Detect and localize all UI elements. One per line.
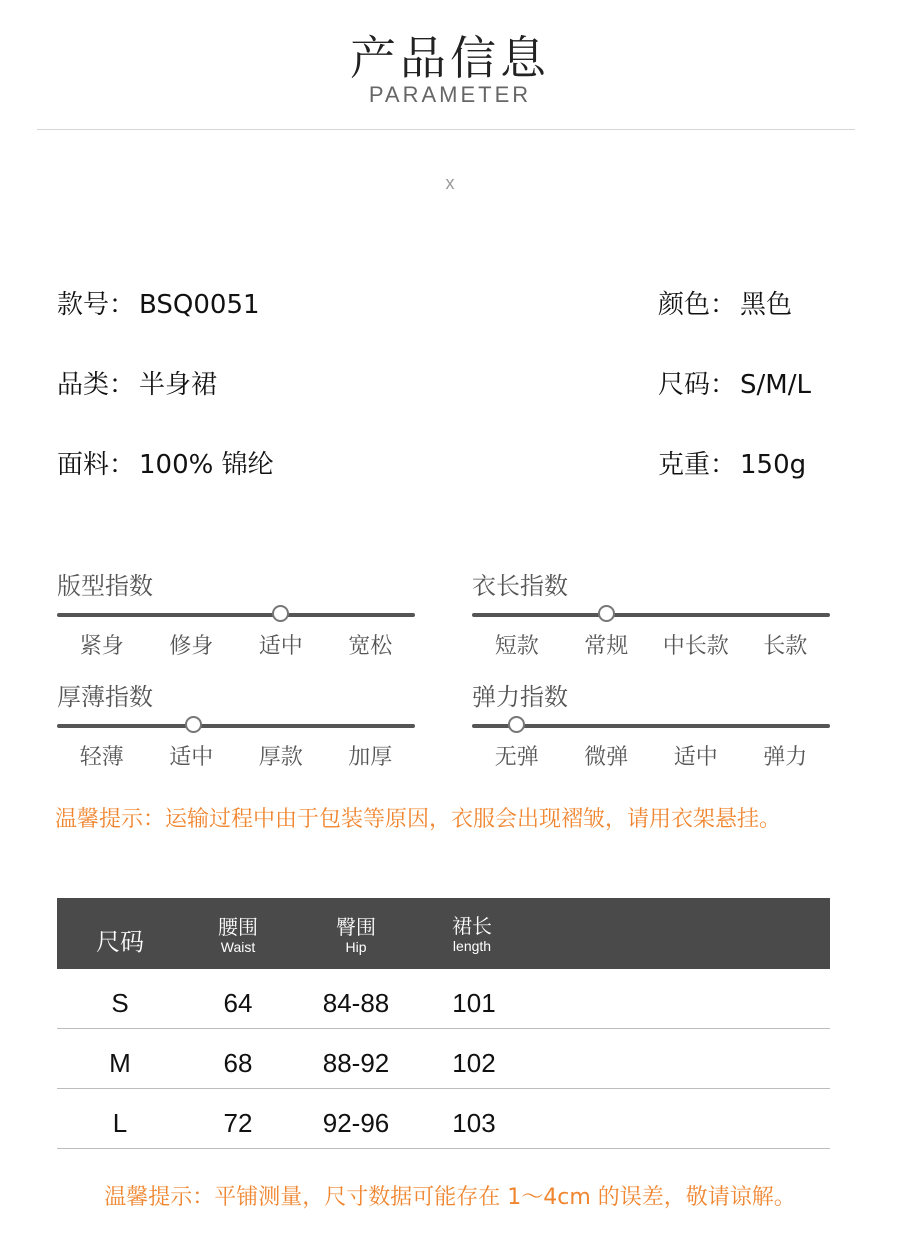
header-divider [37, 129, 855, 130]
scale-option: 宽松 [348, 634, 393, 659]
header-hip-en: Hip [345, 939, 367, 955]
cell-hip: 92-96 [322, 1108, 390, 1138]
scale-option: 适中 [169, 745, 214, 770]
info-label: 面料： [57, 450, 136, 480]
page-subtitle: PARAMETER [368, 82, 532, 107]
info-value: 黑色 [740, 290, 793, 320]
cell-waist: 64 [223, 988, 253, 1018]
info-value: S/M/L [740, 370, 811, 400]
elasticity-index [472, 677, 830, 771]
scale-option: 轻薄 [79, 745, 124, 770]
scale-option: 适中 [673, 745, 718, 770]
scale-option: 弹力 [763, 745, 808, 770]
size-table [57, 898, 830, 1149]
header-waist-cn: 腰围 [218, 915, 258, 939]
scale-option: 常规 [584, 634, 629, 659]
thickness-index-track [57, 724, 415, 728]
elasticity-index-knob [508, 716, 525, 733]
info-fabric [57, 444, 274, 481]
fit-index [57, 566, 415, 660]
cell-hip: 88-92 [322, 1048, 390, 1078]
cell-length: 102 [452, 1048, 496, 1078]
info-color [658, 284, 792, 321]
scale-option: 修身 [169, 634, 214, 659]
length-index-knob [598, 605, 615, 622]
info-label: 克重： [658, 450, 737, 480]
info-category [57, 364, 217, 401]
fit-index-options [57, 629, 415, 660]
info-label: 尺码： [658, 370, 737, 400]
info-value: BSQ0051 [139, 290, 260, 320]
info-label: 颜色： [658, 290, 737, 320]
scale-option: 适中 [258, 634, 303, 659]
info-size [658, 364, 811, 401]
info-value: 100% 锦纶 [139, 450, 274, 480]
table-row [57, 1029, 830, 1089]
info-style-number [57, 284, 260, 321]
thickness-index [57, 677, 415, 771]
scale-option: 长款 [763, 634, 808, 659]
elasticity-index-options [472, 740, 830, 771]
header-size [62, 928, 178, 956]
scale-option: 加厚 [348, 745, 393, 770]
table-row [57, 969, 830, 1029]
header-waist [183, 916, 293, 956]
length-index-options [472, 629, 830, 660]
header-size-label: 尺码 [96, 928, 144, 956]
divider-mark: x [445, 173, 455, 193]
elasticity-index-track [472, 724, 830, 728]
cell-length: 103 [452, 1108, 496, 1138]
length-index [472, 566, 830, 660]
header-length [417, 915, 527, 955]
table-header [57, 898, 830, 969]
scale-option: 厚款 [258, 745, 303, 770]
header-waist-en: Waist [220, 939, 256, 955]
cell-length: 101 [452, 988, 496, 1018]
cell-size: S [111, 988, 129, 1018]
header-hip-cn: 臀围 [336, 915, 376, 939]
header-length-en: length [452, 938, 492, 954]
scale-option: 无弹 [494, 745, 539, 770]
packing-note: 温馨提示：运输过程中由于包装等原因，衣服会出现褶皱，请用衣架悬挂。 [55, 807, 782, 832]
thickness-index-title: 厚薄指数 [57, 683, 153, 711]
info-label: 品类： [57, 370, 136, 400]
fit-index-title: 版型指数 [57, 572, 153, 600]
fit-index-knob [272, 605, 289, 622]
info-value: 半身裙 [139, 370, 218, 400]
info-value: 150g [740, 450, 807, 480]
length-index-title: 衣长指数 [472, 572, 568, 600]
fit-index-track [57, 613, 415, 617]
cell-waist: 72 [223, 1108, 253, 1138]
cell-size: L [112, 1108, 128, 1138]
scale-option: 短款 [494, 634, 539, 659]
table-row [57, 1089, 830, 1149]
cell-waist: 68 [223, 1048, 253, 1078]
thickness-index-knob [185, 716, 202, 733]
scale-option: 微弹 [584, 745, 629, 770]
header-length-cn: 裙长 [452, 914, 492, 938]
info-label: 款号： [57, 290, 136, 320]
length-index-track [472, 613, 830, 617]
scale-option: 紧身 [79, 634, 124, 659]
scale-option: 中长款 [662, 634, 729, 659]
cell-hip: 84-88 [322, 988, 390, 1018]
cell-size: M [109, 1048, 131, 1078]
page-title: 产品信息 [350, 31, 550, 85]
measure-note: 温馨提示：平铺测量，尺寸数据可能存在 1～4cm 的误差，敬请谅解。 [104, 1185, 796, 1210]
info-weight [658, 444, 806, 481]
elasticity-index-title: 弹力指数 [472, 683, 568, 711]
thickness-index-options [57, 740, 415, 771]
header-hip [301, 916, 411, 956]
